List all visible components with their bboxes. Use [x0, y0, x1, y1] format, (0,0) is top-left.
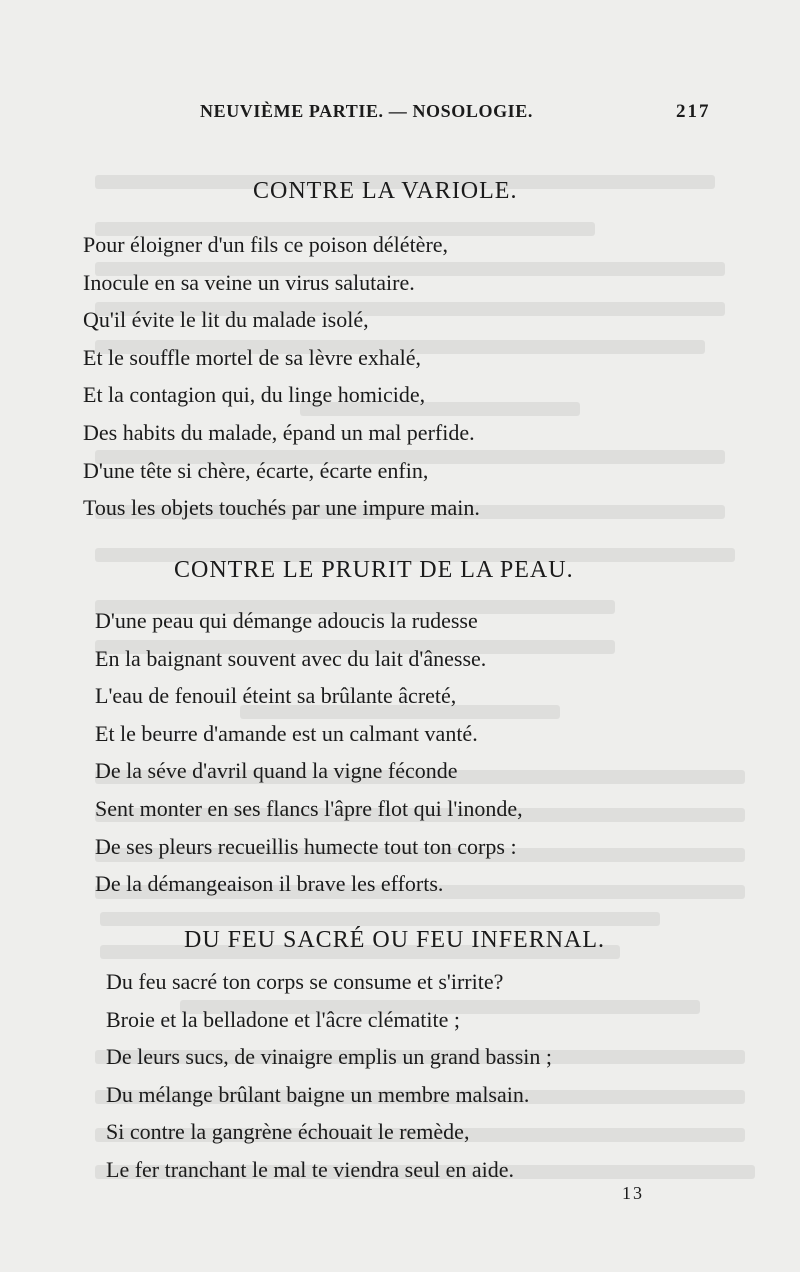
verse-line: Et la contagion qui, du linge homicide,	[83, 382, 426, 408]
signature-mark: 13	[622, 1183, 644, 1203]
poem-variole	[83, 230, 480, 531]
verse-line: Si contre la gangrène échouait le remède,	[106, 1119, 470, 1145]
verse-line: Sent monter en ses flancs l'âpre flot qui l'inonde,	[95, 795, 523, 821]
verse-line: D'une tête si chère, écarte, écarte enfin,	[83, 457, 429, 483]
verse-line: De leurs sucs, de vinaigre emplis un grand bassin ;	[106, 1044, 553, 1070]
poem-prurit	[95, 606, 523, 907]
page-number: 217	[676, 101, 711, 122]
verse-line: Et le souffle mortel de sa lèvre exhalé,	[83, 344, 422, 370]
verse-line: Du mélange brûlant baigne un membre malsain.	[106, 1081, 530, 1107]
running-header-title: NEUVIÈME PARTIE. — NOSOLOGIE.	[200, 101, 533, 121]
verse-line: Le fer tranchant le mal te viendra seul en aide.	[106, 1156, 515, 1182]
verse-line: L'eau de fenouil éteint sa brûlante âcreté,	[95, 683, 457, 709]
section-heading-feu-sacre: DU FEU SACRÉ OU FEU INFERNAL.	[184, 927, 606, 953]
poem-feu-sacre	[106, 967, 552, 1193]
verse-line: De la séve d'avril quand la vigne féconde	[95, 758, 458, 784]
section-heading-prurit: CONTRE LE PRURIT DE LA PEAU.	[174, 557, 574, 583]
verse-line: Tous les objets touchés par une impure main.	[83, 495, 480, 521]
verse-line: D'une peau qui démange adoucis la rudesse	[95, 608, 478, 633]
verse-line: Qu'il évite le lit du malade isolé,	[83, 307, 369, 333]
verse-line: Inocule en sa veine un virus salutaire.	[83, 269, 415, 295]
verse-line: De ses pleurs recueillis humecte tout ton corps :	[95, 833, 517, 859]
verse-line: Broie et la belladone et l'âcre clématite ;	[106, 1006, 460, 1032]
verse-line: De la démangeaison il brave les efforts.	[95, 871, 444, 897]
verse-line: En la baignant souvent avec du lait d'ânesse.	[95, 645, 487, 671]
verse-line: Et le beurre d'amande est un calmant vanté.	[95, 720, 478, 746]
verse-line: Pour éloigner d'un fils ce poison délétère,	[83, 232, 449, 257]
verse-line: Des habits du malade, épand un mal perfide.	[83, 419, 475, 445]
section-heading-variole: CONTRE LA VARIOLE.	[253, 178, 518, 204]
verse-line: Du feu sacré ton corps se consume et s'irrite?	[106, 969, 504, 994]
running-header	[0, 101, 800, 131]
